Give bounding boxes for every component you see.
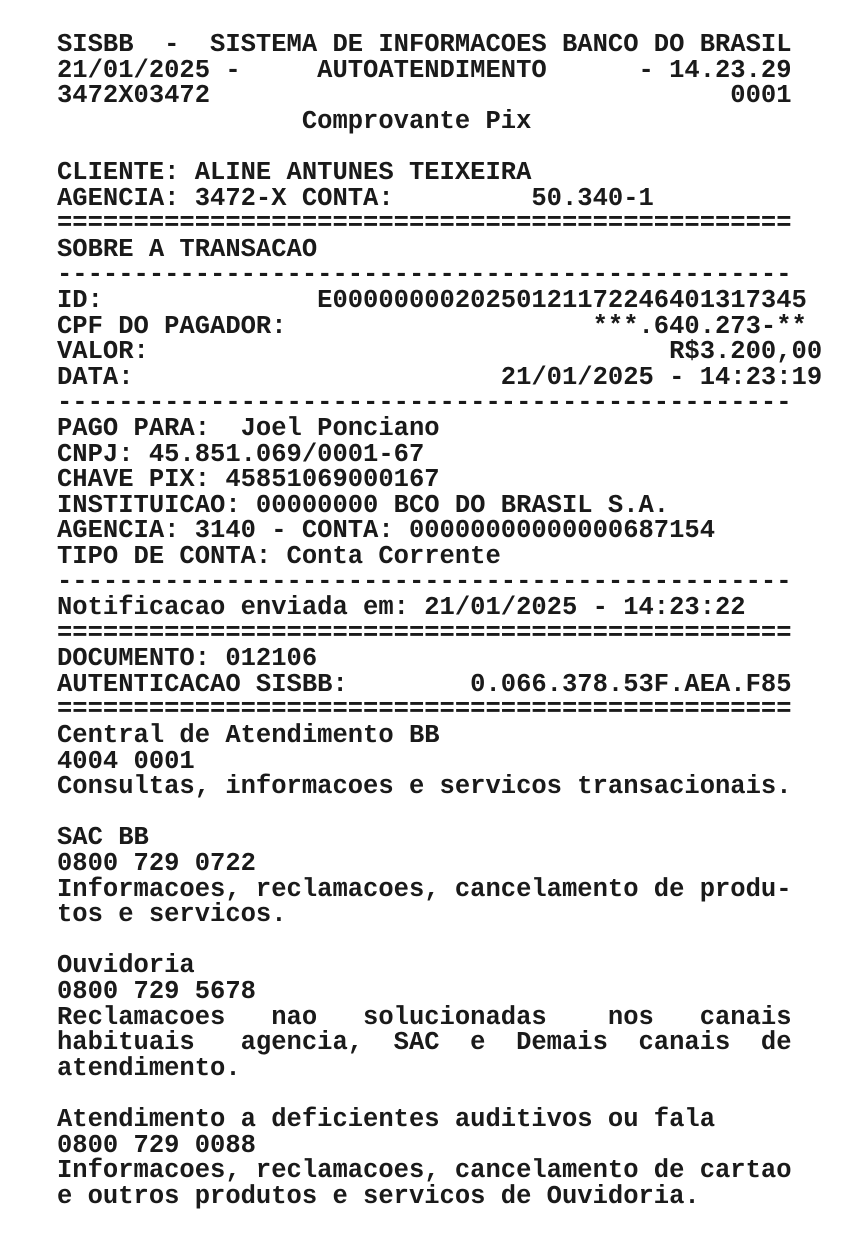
client-agency-account-line: AGENCIA: 3472-X CONTA: 50.340-1 [57,183,654,213]
blank-line [57,1081,822,1107]
blank-line [57,928,822,954]
sac-description-line-1: Informacoes, reclamacoes, cancelamento de produ- [57,874,792,904]
paid-to-line: PAGO PARA: Joel Ponciano [57,413,440,443]
recipient-cnpj-line: CNPJ: 45.851.069/0001-67 [57,439,425,469]
separator-double-line: ================================================ [57,209,792,239]
support-center-title: Central de Atendimento BB [57,721,440,751]
sac-description-line-2: tos e servicos. [57,900,287,930]
transaction-section-title: SOBRE A TRANSACAO [57,234,318,264]
pix-key-line: CHAVE PIX: 45851069000167 [57,465,440,495]
ouvidoria-phone: 0800 729 5678 [57,976,256,1006]
ouvidoria-description-line-3: atendimento. [57,1053,241,1083]
sac-title: SAC BB [57,823,149,853]
support-center-description: Consultas, informacoes e servicos transacionais. [57,772,792,802]
separator-double-line: ================================================ [57,695,792,725]
pix-receipt-document [57,32,822,1209]
header-channel-line: 21/01/2025 - AUTOATENDIMENTO - 14.23.29 [57,55,792,85]
deaf-support-phone: 0800 729 0088 [57,1130,256,1160]
header-terminal-page-line: 3472X03472 0001 [57,81,792,111]
sisbb-authentication-line: AUTENTICACAO SISBB: 0.066.378.53F.AEA.F85 [57,669,792,699]
separator-dash-line: ------------------------------------------------ [57,388,792,418]
amount-line: VALOR: R$3.200,00 [57,337,823,367]
account-type-line: TIPO DE CONTA: Conta Corrente [57,541,501,571]
blank-line [57,800,822,826]
receipt-title: Comprovante Pix [57,106,532,136]
ouvidoria-description-line-1: Reclamacoes nao solucionadas nos canais [57,1002,792,1032]
transaction-id-line: ID: E0000000020250121172246401317345 [57,285,807,315]
notification-line: Notificacao enviada em: 21/01/2025 - 14:23:22 [57,593,746,623]
recipient-agency-account-line: AGENCIA: 3140 - CONTA: 00000000000000687154 [57,516,716,546]
sac-phone: 0800 729 0722 [57,849,256,878]
blank-line [57,134,822,160]
header-system-line: SISBB - SISTEMA DE INFORMACOES BANCO DO BRASIL [57,30,792,59]
payer-cpf-line: CPF DO PAGADOR: ***.640.273-** [57,311,807,341]
deaf-support-description-line-1: Informacoes, reclamacoes, cancelamento de cartao [57,1156,792,1186]
separator-dash-line: ------------------------------------------------ [57,260,792,290]
client-name-line: CLIENTE: ALINE ANTUNES TEIXEIRA [57,157,532,187]
separator-double-line: ================================================ [57,618,792,648]
separator-dash-line: ------------------------------------------------ [57,567,792,597]
document-number-line: DOCUMENTO: 012106 [57,644,318,674]
ouvidoria-title: Ouvidoria [57,951,195,981]
deaf-support-description-line-2: e outros produtos e servicos de Ouvidoria. [57,1181,700,1211]
transaction-datetime-line: DATA: 21/01/2025 - 14:23:19 [57,362,823,392]
support-center-phone: 4004 0001 [57,746,195,776]
institution-line: INSTITUICAO: 00000000 BCO DO BRASIL S.A. [57,490,670,520]
deaf-support-title: Atendimento a deficientes auditivos ou fala [57,1104,716,1134]
ouvidoria-description-line-2: habituais agencia, SAC e Demais canais de [57,1028,792,1058]
